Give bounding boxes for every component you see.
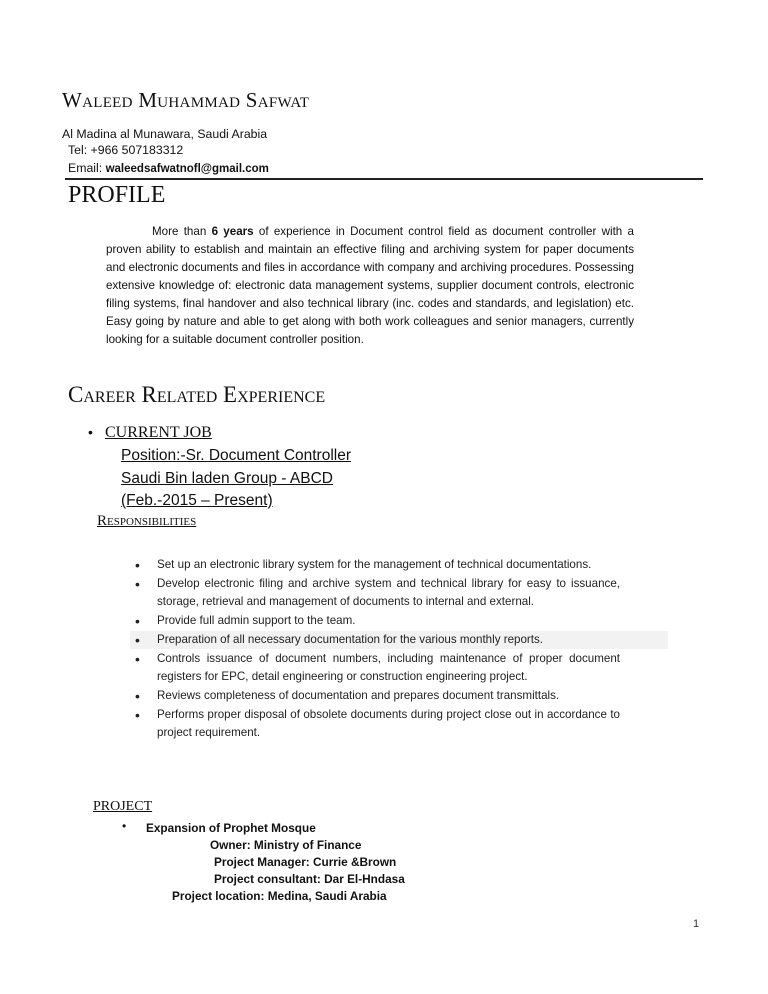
phone: Tel: +966 507183312 [68, 143, 184, 157]
project-consultant: Project consultant: Dar El-Hndasa [214, 872, 405, 886]
candidate-name: Waleed Muhammad Safwat [62, 88, 310, 112]
bullet-icon: • [122, 819, 127, 833]
career-heading: Career Related Experience [68, 382, 326, 407]
list-item: • Controls issuance of document numbers, including maintenance of proper document registers for EPC, detail engineering or construction engineering project. [130, 650, 620, 686]
header-divider [65, 178, 703, 180]
list-item: • Reviews completeness of documentation and prepares document transmittals. [130, 687, 620, 705]
list-item: • Develop electronic filing and archive system and technical library for easy to issuance, storage, retrieval and management of documents to internal and external. [130, 575, 620, 611]
list-item: • Preparation of all necessary documentation for the various monthly reports. [130, 631, 668, 649]
address: Al Madina al Munawara, Saudi Arabia [62, 127, 268, 141]
project-manager: Project Manager: Currie &Brown [214, 855, 397, 869]
list-item: • Provide full admin support to the team. [130, 612, 620, 630]
email-link[interactable]: waleedsafwatnofl@gmail.com [105, 163, 269, 175]
profile-text [106, 223, 634, 349]
profile-text-post: of experience in Document control field as document controller with a proven ability to establish and maintain an effective filing and archiving system for paper documents and electronic documents and files in accordance with company and archiving procedures. Possessing extensive knowledge of: electronic data management systems, supplier document controls, electronic filing systems, final handover and also technical library (inc. codes and standards, and legislation) etc. Easy going by nature and able to get along with both work colleagues and senior managers, currently looking for a suitable document controller position. [106, 225, 634, 346]
project-owner: Owner: Ministry of Finance [210, 838, 362, 852]
responsibilities-heading: Responsibilities [97, 513, 197, 529]
list-item: • Performs proper disposal of obsolete documents during project close out in accordance to project requirement. [130, 706, 620, 742]
job-position: Position:-Sr. Document Controller [121, 447, 352, 464]
email-label: Email: [68, 161, 103, 175]
responsibilities-list [130, 556, 620, 743]
project-location: Project location: Medina, Saudi Arabia [172, 889, 387, 903]
email-line [68, 161, 269, 175]
current-job-heading: CURRENT JOB [105, 424, 212, 441]
bullet-icon: • [88, 424, 93, 440]
page-number: 1 [693, 918, 700, 930]
profile-text-pre: More than [152, 225, 212, 238]
profile-heading: PROFILE [68, 182, 166, 208]
years-highlight: 6 years [211, 225, 254, 238]
job-company: Saudi Bin laden Group - ABCD [121, 470, 333, 487]
project-heading: PROJECT [93, 799, 153, 814]
list-item: • Set up an electronic library system for the management of technical documentations. [130, 556, 620, 574]
project-name: Expansion of Prophet Mosque [146, 821, 316, 835]
job-period: (Feb.-2015 – Present) [121, 492, 273, 509]
